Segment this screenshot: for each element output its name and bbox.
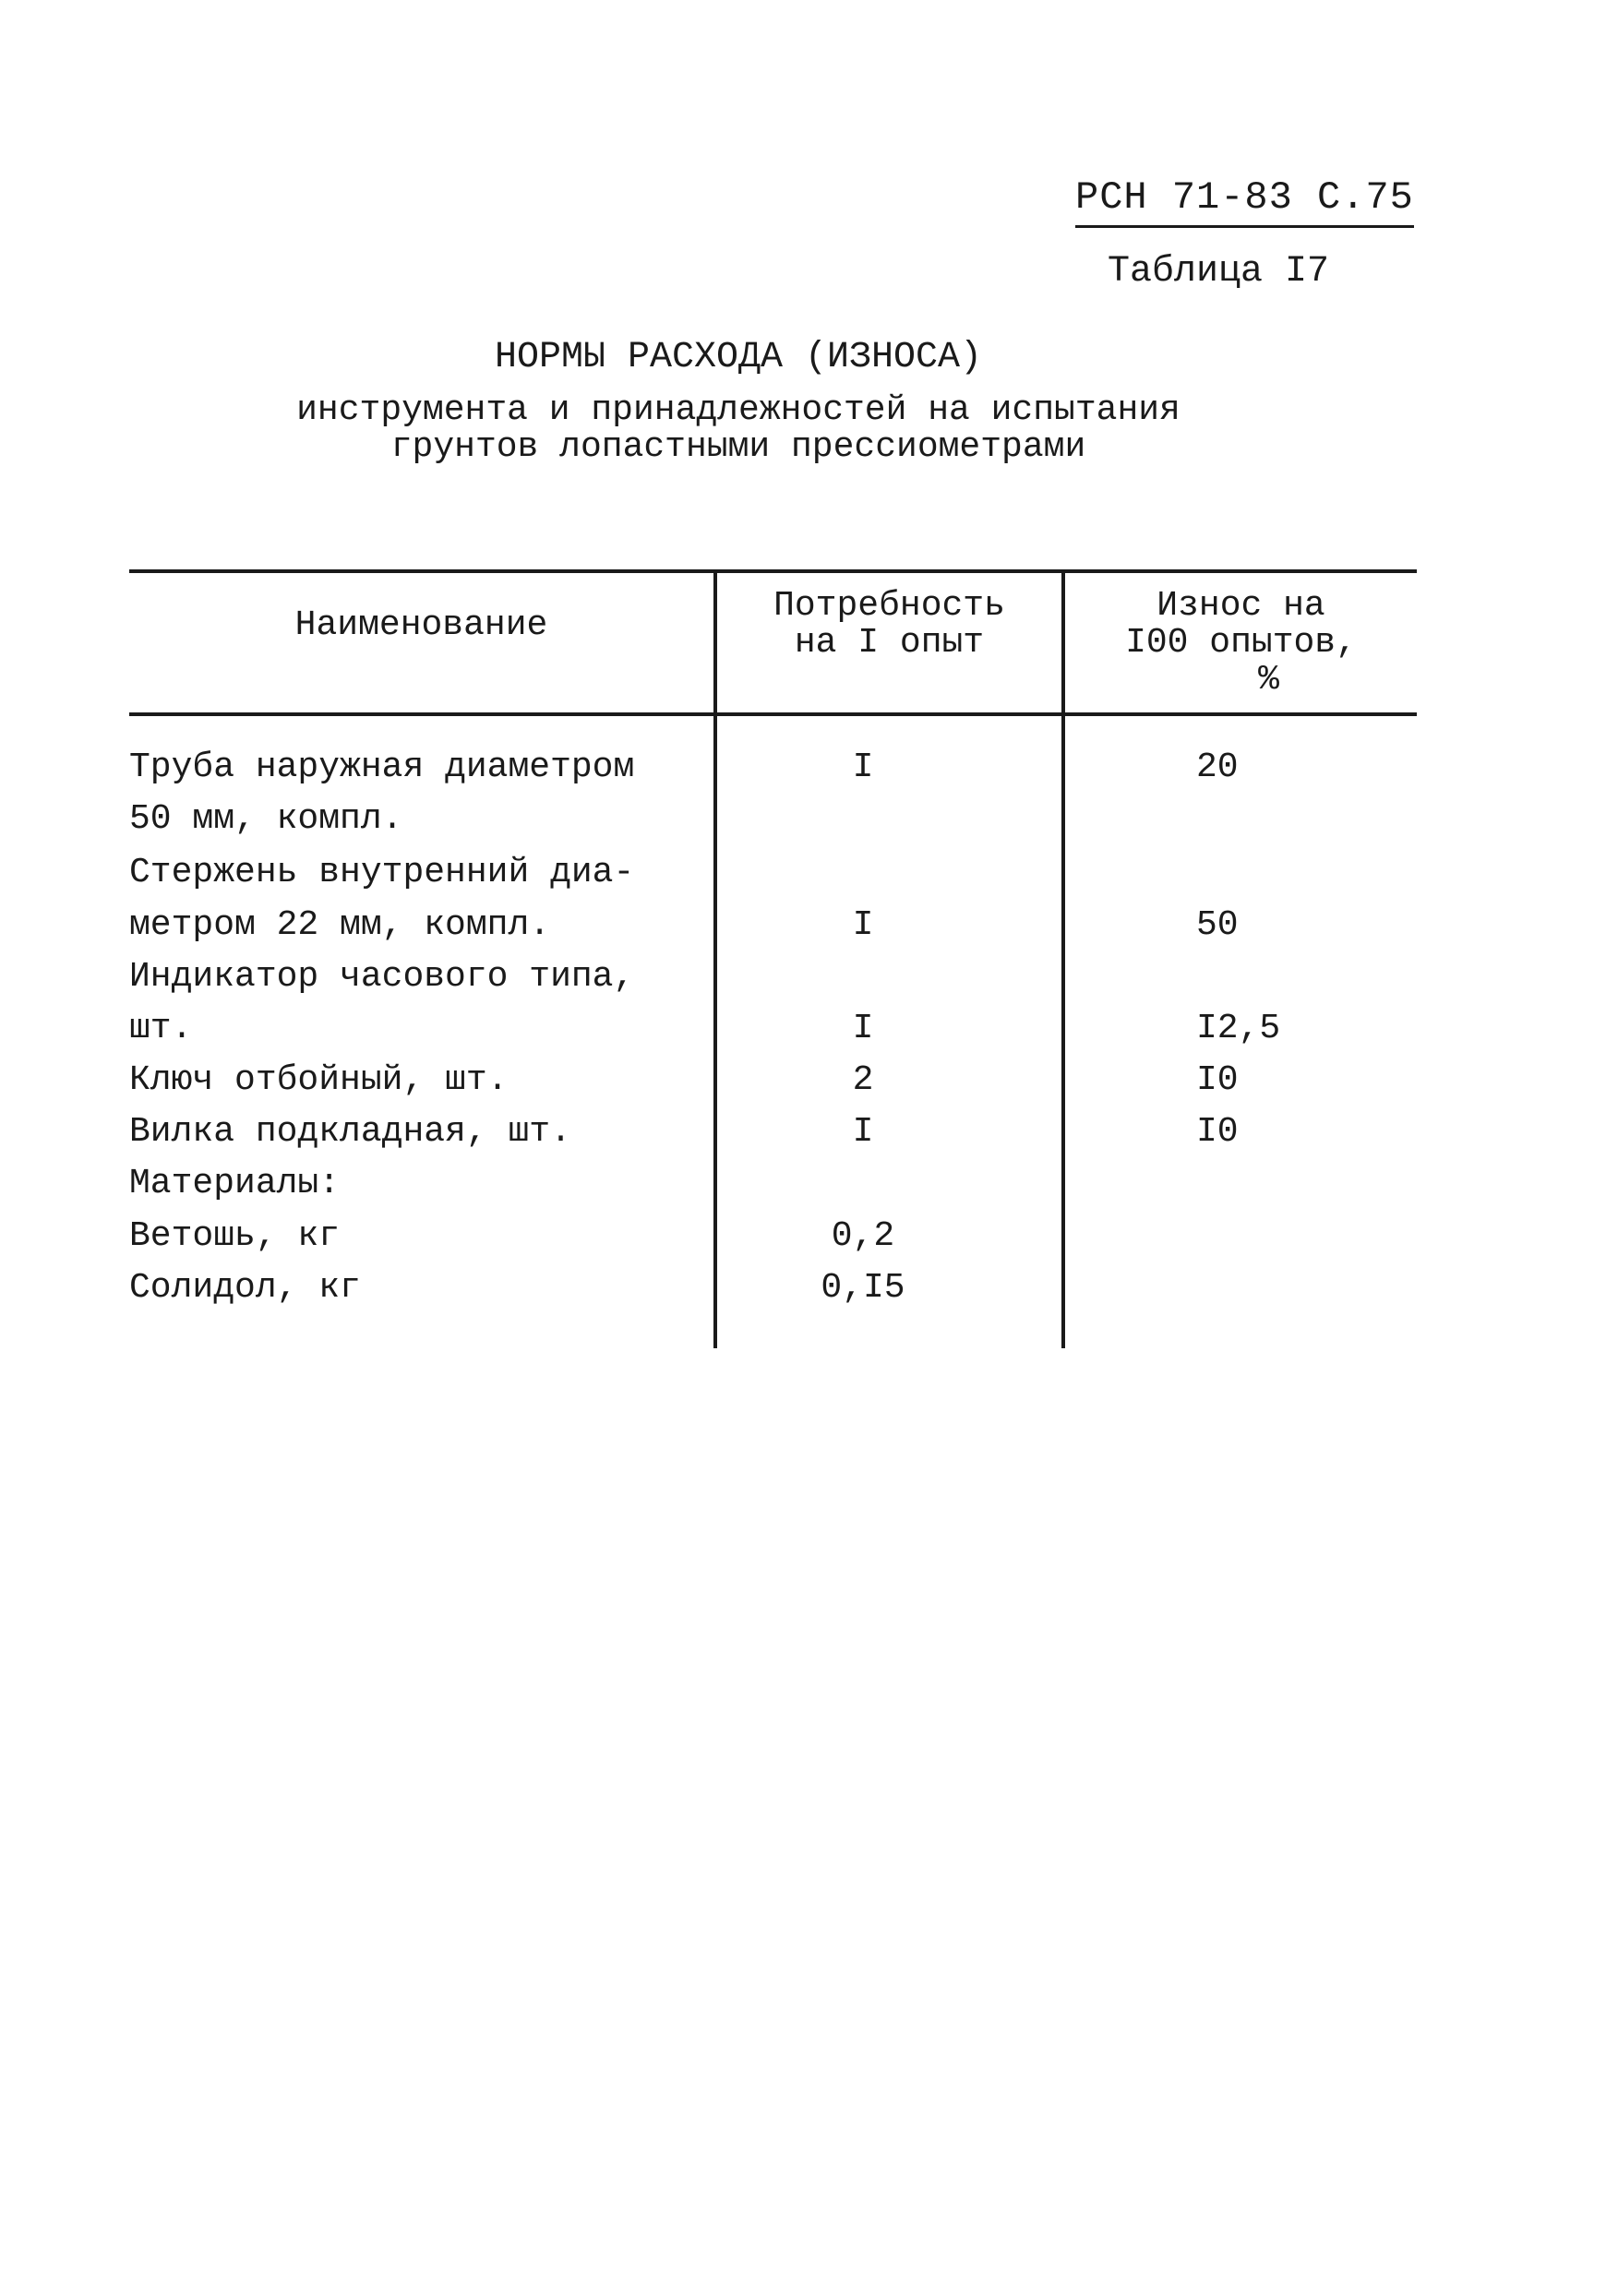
column-header-wear-line-3: %: [1258, 660, 1279, 700]
row-11-need: 0,I5: [821, 1268, 905, 1308]
table-number: Таблица I7: [1108, 251, 1330, 293]
row-4-need: I: [852, 905, 874, 945]
document-code: РСН 71-83 С.75: [1075, 175, 1414, 228]
row-7-wear: I0: [1196, 1060, 1239, 1100]
column-header-wear: [1065, 588, 1417, 699]
row-5-name: Индикатор часового типа,: [129, 957, 635, 997]
column-header-wear-line-2: I00 опытов,: [1125, 623, 1357, 663]
table-header-rule: [129, 712, 1417, 716]
row-1-name: Труба наружная диаметром: [129, 747, 635, 787]
column-header-need: [717, 588, 1061, 662]
row-8-name: Вилка подкладная, шт.: [129, 1112, 571, 1152]
row-9-name: Материалы:: [129, 1164, 341, 1203]
row-10-name: Ветошь, кг: [129, 1216, 341, 1256]
row-6-name: шт.: [129, 1009, 193, 1048]
row-4-name: метром 22 мм, компл.: [129, 905, 551, 945]
row-4-wear: 50: [1196, 905, 1239, 945]
row-3-name: Стержень внутренний диа-: [129, 853, 635, 892]
row-1-wear: 20: [1196, 747, 1239, 787]
row-6-need: I: [852, 1009, 874, 1048]
row-6-wear: I2,5: [1196, 1009, 1281, 1048]
column-header-need-line-1: Потребность: [773, 586, 1005, 626]
row-8-wear: I0: [1196, 1112, 1239, 1152]
row-1-need: I: [852, 747, 874, 787]
row-7-need: 2: [852, 1060, 874, 1100]
row-2-name: 50 мм, компл.: [129, 799, 403, 839]
table-subtitle-line-2: грунтов лопастными прессиометрами: [390, 427, 1086, 467]
column-header-wear-line-1: Износ на: [1157, 586, 1325, 626]
column-header-need-line-2: на I опыт: [794, 623, 985, 663]
table-subtitle-line-1: инструмента и принадлежностей на испытания: [296, 390, 1181, 430]
row-7-name: Ключ отбойный, шт.: [129, 1060, 509, 1100]
table-top-rule: [129, 569, 1417, 573]
table-title: НОРМЫ РАСХОДА (ИЗНОСА): [494, 337, 983, 378]
row-11-name: Солидол, кг: [129, 1268, 361, 1308]
row-10-need: 0,2: [831, 1216, 895, 1256]
column-header-name: Наименование: [294, 605, 548, 645]
row-8-need: I: [852, 1112, 874, 1152]
